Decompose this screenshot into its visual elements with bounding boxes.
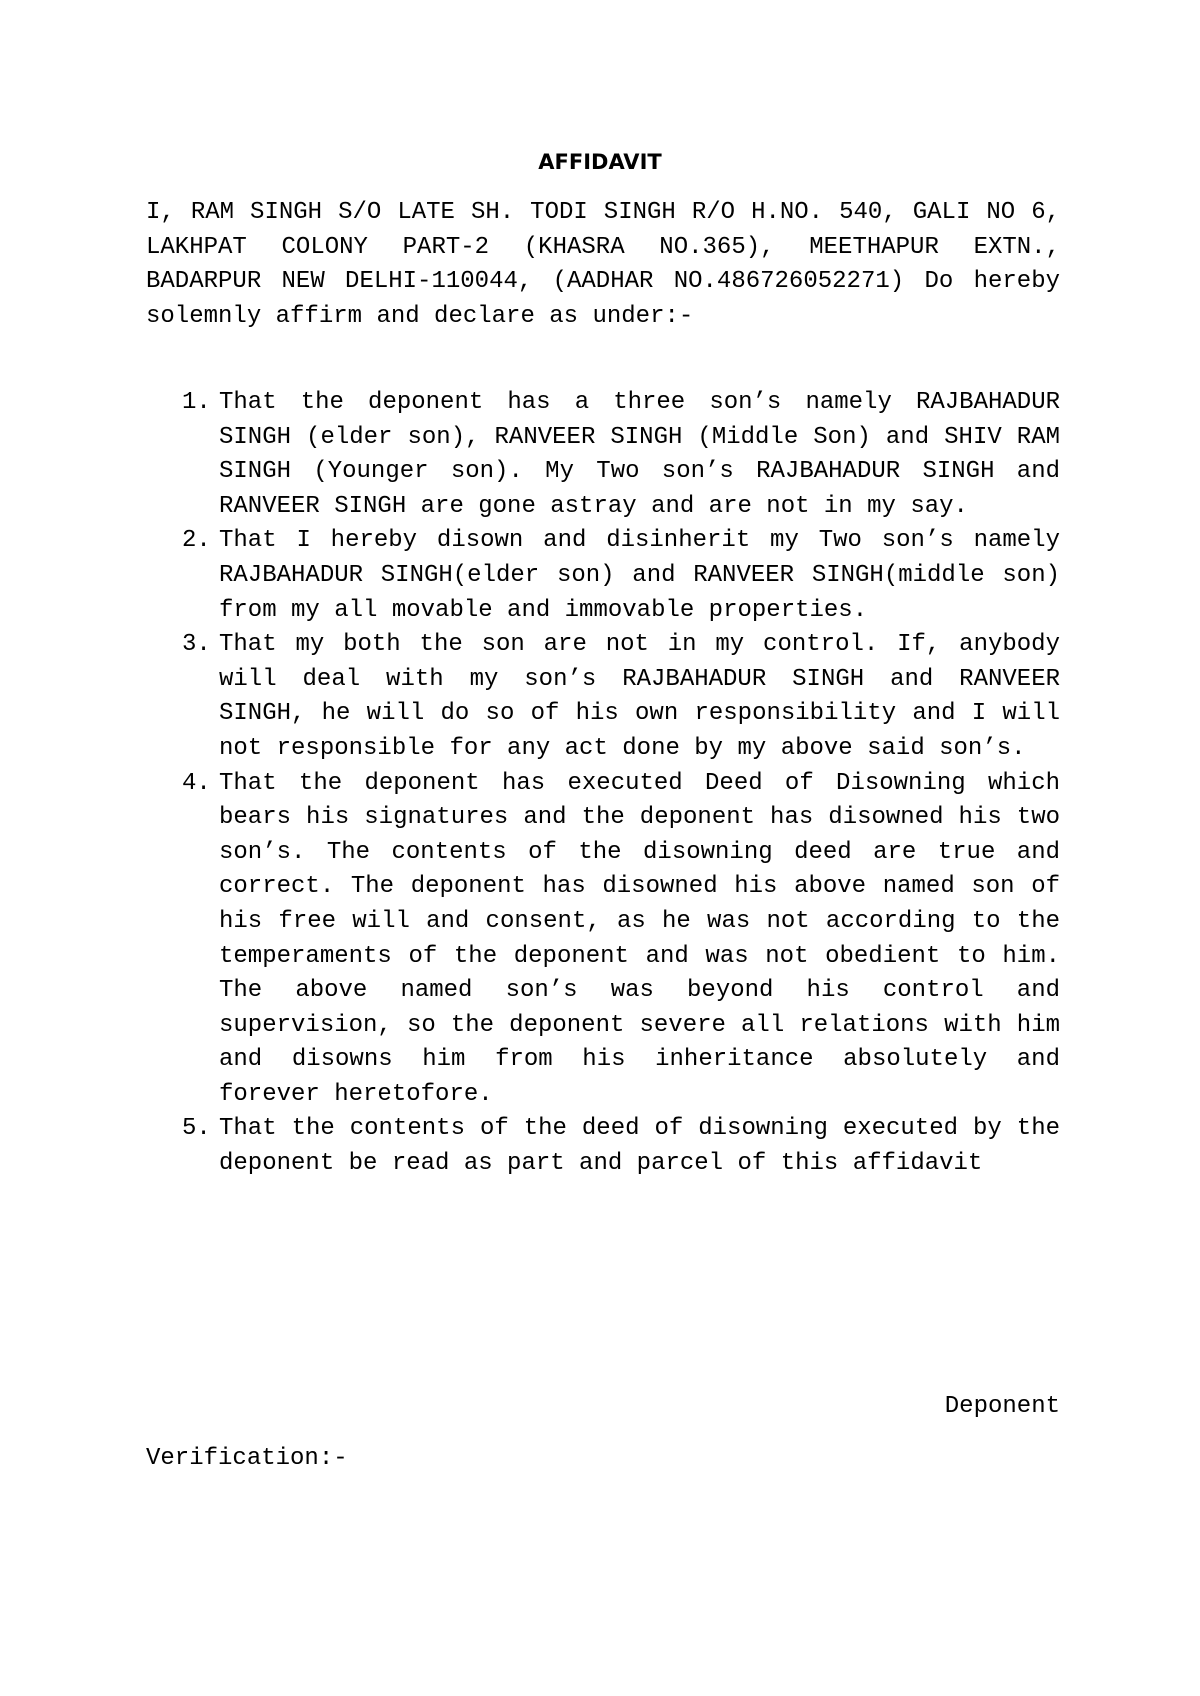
clause-text: That my both the son are not in my control. If, anybody will deal with my son’s RAJBAHADUR SINGH and RANVEER SINGH, he will do so of his own responsibility and I will not responsible for any act done by my above said son’s. [219,631,1060,762]
clause-number: 4. [182,769,211,797]
clause-number: 5. [182,1115,211,1143]
clause-text: That the deponent has a three son’s namely RAJBAHADUR SINGH (elder son), RANVEER SINGH (Middle Son) and SHIV RAM SINGH (Younger son). My Two son’s RAJBAHADUR SINGH and RANVEER SINGH are gone astray and are not in my say. [219,389,1060,520]
clause-number: 3. [182,631,211,659]
clause-number: 1. [182,389,211,416]
intro-paragraph: I, RAM SINGH S/O LATE SH. TODI SINGH R/O H.NO. 540, GALI NO 6, LAKHPAT COLONY PART-2 (KHASRA NO.365), MEETHAPUR EXTN., BADARPUR NEW DELHI-110044, (AADHAR NO.486726052271) Do hereby solemnly affirm and declare as under:- [146,199,1060,330]
list-item [146,386,1060,524]
verification-label: Verification:- [146,1445,348,1472]
list-item [146,524,1060,628]
list-item [146,767,1060,1113]
deponent-label: Deponent [944,1393,1060,1420]
document-title: AFFIDAVIT [538,150,662,174]
clause-text: That I hereby disown and disinherit my Two son’s namely RAJBAHADUR SINGH(elder son) and RANVEER SINGH(middle son) from my all movable and immovable properties. [219,527,1060,624]
clause-text: That the deponent has executed Deed of Disowning which bears his signatures and the deponent has disowned his two son’s. The contents of the disowning deed are true and correct. The deponent has disowned his above named son of his free will and consent, as he was not according to the temperaments of the deponent and was not obedient to him. The above named son’s was beyond his control and supervision, so the deponent severe all relations with him and disowns him from his inheritance absolutely and forever heretofore. [219,769,1060,1108]
clause-number: 2. [182,527,211,555]
clause-text: That the contents of the deed of disowning executed by the deponent be read as part and parcel of this affidavit [219,1115,1060,1178]
clause-list [146,386,1060,1182]
list-item [146,1112,1060,1181]
list-item [146,628,1060,766]
